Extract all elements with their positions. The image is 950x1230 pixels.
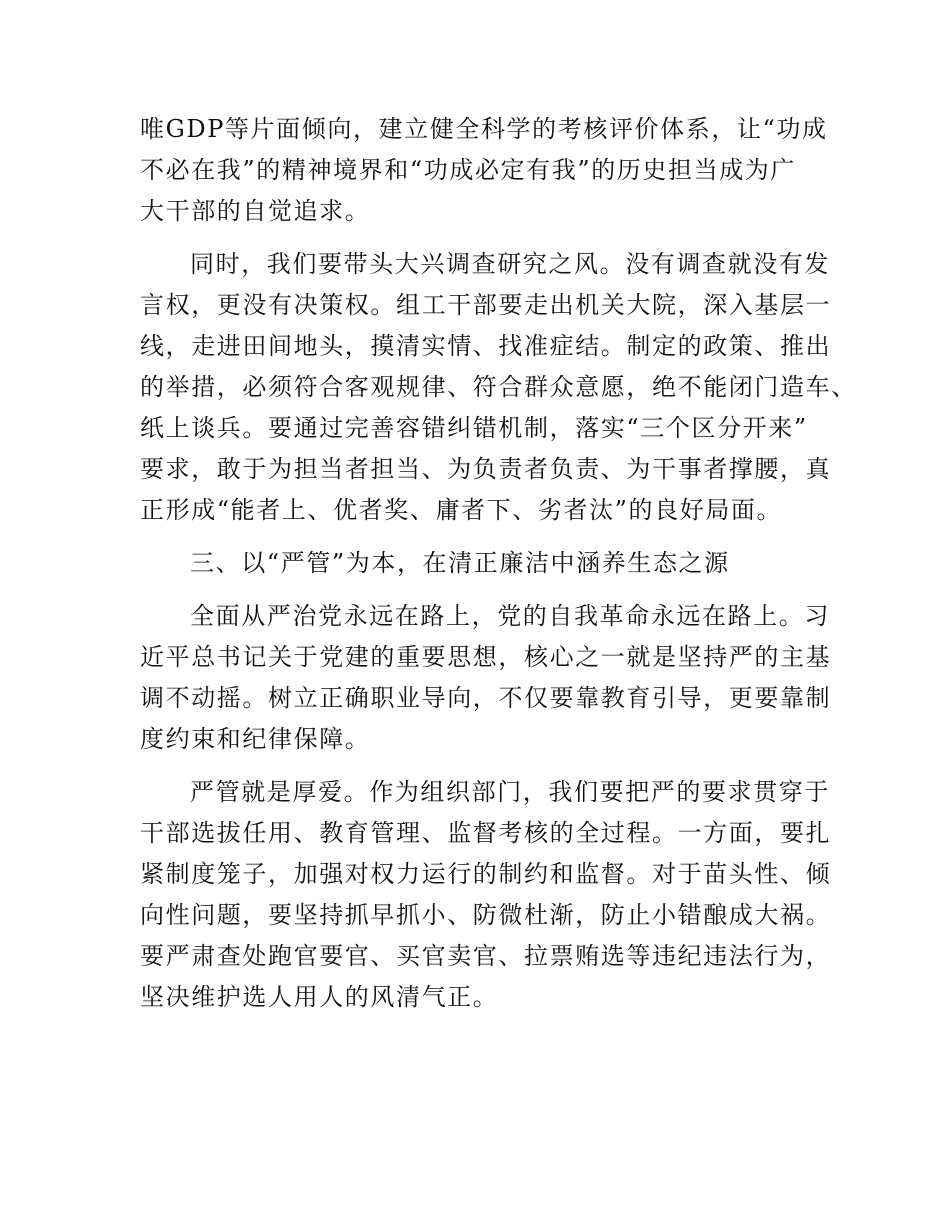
text-line: 线，走进田间地头，摸清实情、找准症结。制定的政策、推出 bbox=[140, 332, 832, 360]
text-line: 调不动摇。树立正确职业导向，不仅要靠教育引导，更要靠制 bbox=[140, 684, 832, 712]
text-line: 向性问题，要坚持抓早抓小、防微杜渐，防止小错酿成大祸。 bbox=[140, 901, 832, 929]
text-line: 纸上谈兵。要通过完善容错纠错机制，落实“三个区分开来” bbox=[140, 414, 808, 442]
text-line: 紧制度笼子，加强对权力运行的制约和监督。对于苗头性、倾 bbox=[140, 860, 832, 888]
text-line: 坚决维护选人用人的风清气正。 bbox=[140, 983, 499, 1011]
text-line: 干部选拔任用、教育管理、监督考核的全过程。一方面，要扎 bbox=[140, 819, 832, 847]
text-line: 唯GDP等片面倾向，建立健全科学的考核评价体系，让“功成 bbox=[140, 115, 828, 143]
text-line: 要求，敢于为担当者担当、为负责者负责、为干事者撑腰，真 bbox=[140, 455, 832, 483]
text-line: 严管就是厚爱。作为组织部门，我们要把严的要求贯穿于 bbox=[190, 778, 830, 806]
text-line: 正形成“能者上、优者奖、庸者下、劣者汰”的良好局面。 bbox=[140, 496, 783, 524]
text-line: 近平总书记关于党建的重要思想，核心之一就是坚持严的主基 bbox=[140, 643, 832, 671]
text-line: 大干部的自觉追求。 bbox=[140, 197, 371, 225]
text-line: 度约束和纪律保障。 bbox=[140, 725, 371, 753]
text-line: 的举措，必须符合客观规律、符合群众意愿，绝不能闭门造车、 bbox=[140, 373, 857, 401]
text-line: 言权，更没有决策权。组工干部要走出机关大院，深入基层一 bbox=[140, 291, 832, 319]
section-heading: 三、以“严管”为本，在清正廉洁中涵养生态之源 bbox=[190, 549, 730, 577]
text-line: 不必在我”的精神境界和“功成必定有我”的历史担当成为广 bbox=[140, 156, 797, 184]
text-line: 同时，我们要带头大兴调查研究之风。没有调查就没有发 bbox=[190, 250, 830, 278]
text-line: 要严肃查处跑官要官、买官卖官、拉票贿选等违纪违法行为， bbox=[140, 942, 832, 970]
text-line: 全面从严治党永远在路上，党的自我革命永远在路上。习 bbox=[190, 602, 830, 630]
